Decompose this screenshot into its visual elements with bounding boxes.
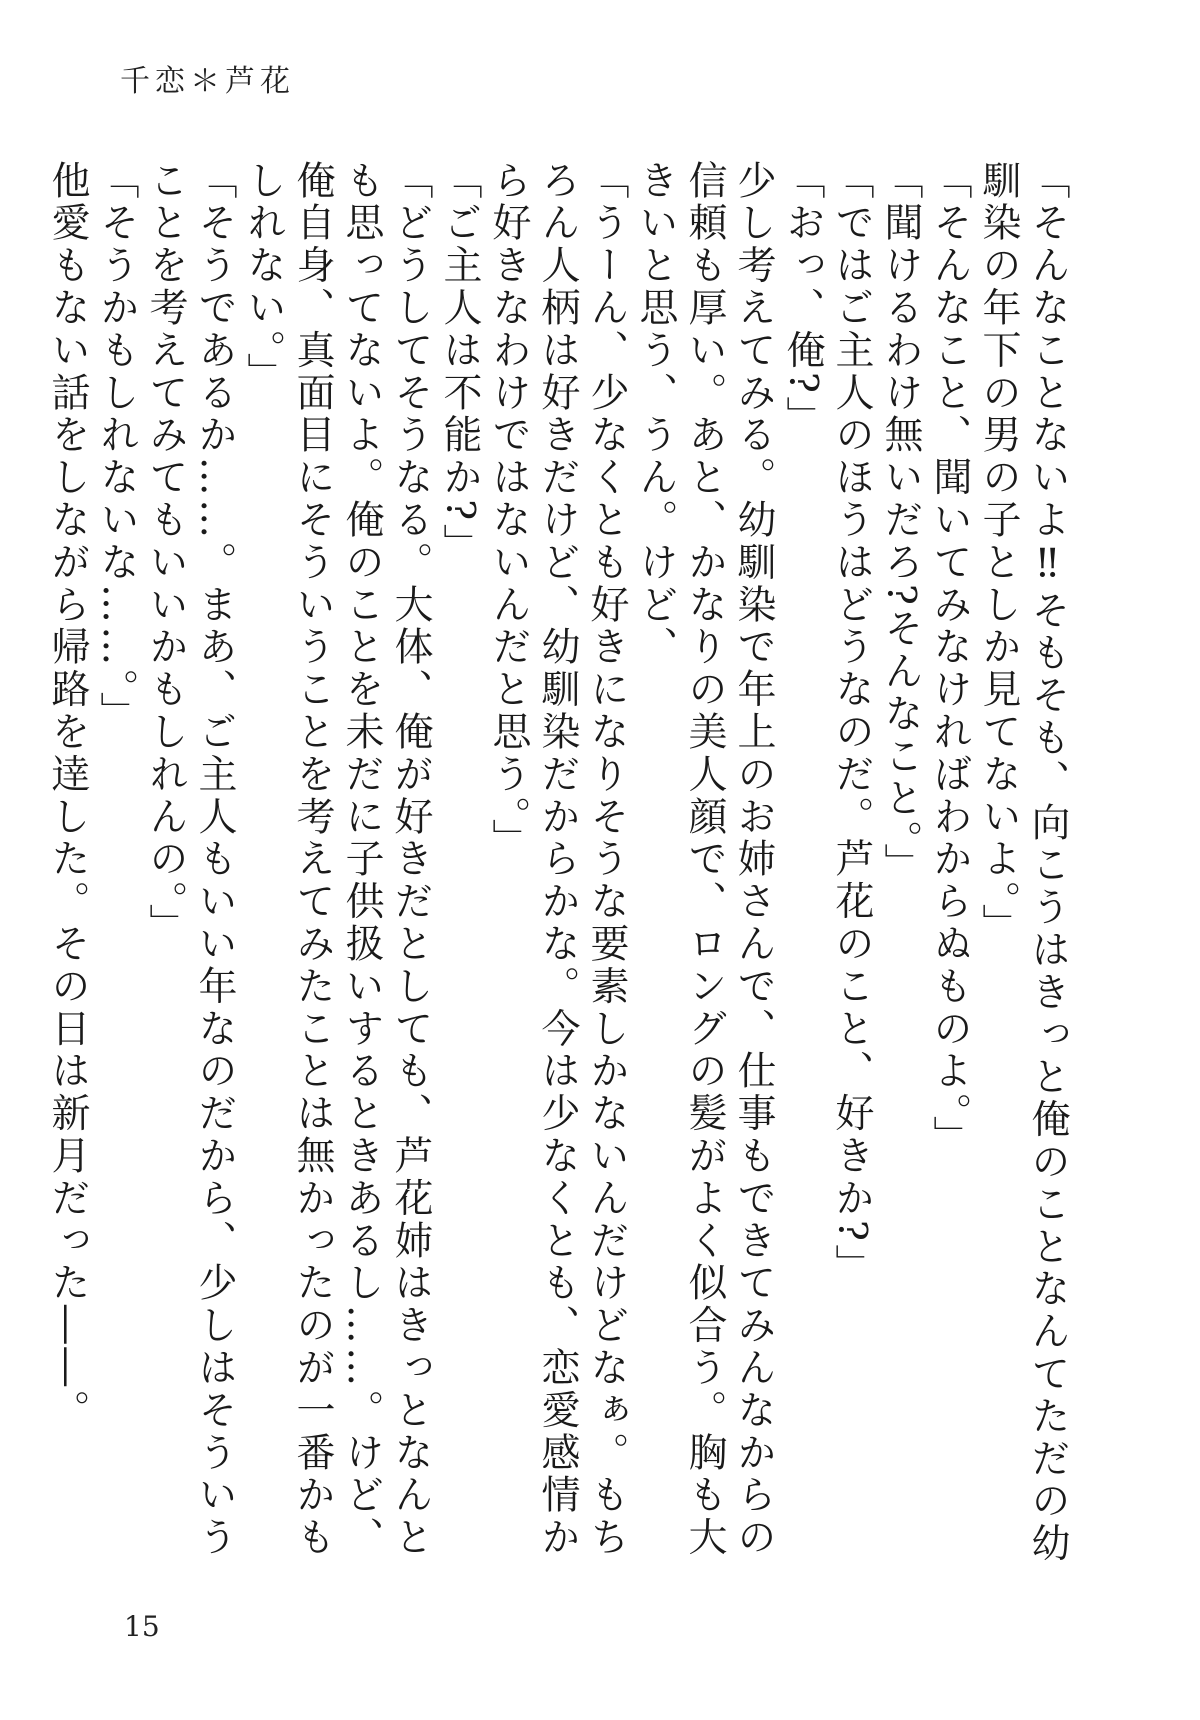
paragraph: 「おっ、俺?」 (780, 160, 825, 439)
paragraph: 「うーん、少なくとも好きになりそうな要素しかないんだけどなぁ。もちろん人柄は好きだけど、幼馴染だからかな。今は少なくとも、恋愛感情から好きなわけではないんだと思う。」 (486, 160, 629, 1560)
paragraph: 少し考えてみる。幼馴染で年上のお姉さんで、仕事もできてみんなからの信頼も厚い。あと、かなりの美人顔で、ロングの髪がよく似合う。胸も大きいと思う、うん。けど、 (633, 160, 776, 1560)
paragraph: 「そうかもしれないな……。」 (94, 160, 139, 735)
paragraph: 他愛もない話をしながら帰路を逹した。その日は新月だった――。 (45, 160, 90, 1433)
running-header: 千恋＊芦花 (120, 64, 295, 99)
paragraph: 「そうであるか……。まあ、ご主人もいい年なのだから、少しはそういうことを考えてみてもいいかもしれんの。」 (143, 160, 237, 1560)
paragraph: 「ご主人は不能か?」 (437, 160, 482, 566)
paragraph: 「そんなこと、聞いてみなければわからぬものよ。」 (927, 160, 972, 1159)
paragraph: 「そんなことないよ‼そもそも、向こうはきっと俺のことなんてただの幼馴染の年下の男の子としか見てないよ。」 (976, 160, 1070, 1566)
body-text (43, 160, 1072, 1600)
paragraph: 「どうしてそうなる。大体、俺が好きだとしても、芦花姉はきっとなんとも思ってないよ。俺のことを未だに子供扱いするときあるし……。けど、俺自身、真面目にそういうことを考えてみたことは無かったのが一番かもしれない。」 (241, 160, 433, 1560)
paragraph: 「聞けるわけ無いだろ?そんなこと。」 (878, 160, 923, 886)
page-number: 15 (124, 1610, 160, 1643)
paragraph: 「ではご主人のほうはどうなのだ。芦花のこと、好きか?」 (829, 160, 874, 1287)
